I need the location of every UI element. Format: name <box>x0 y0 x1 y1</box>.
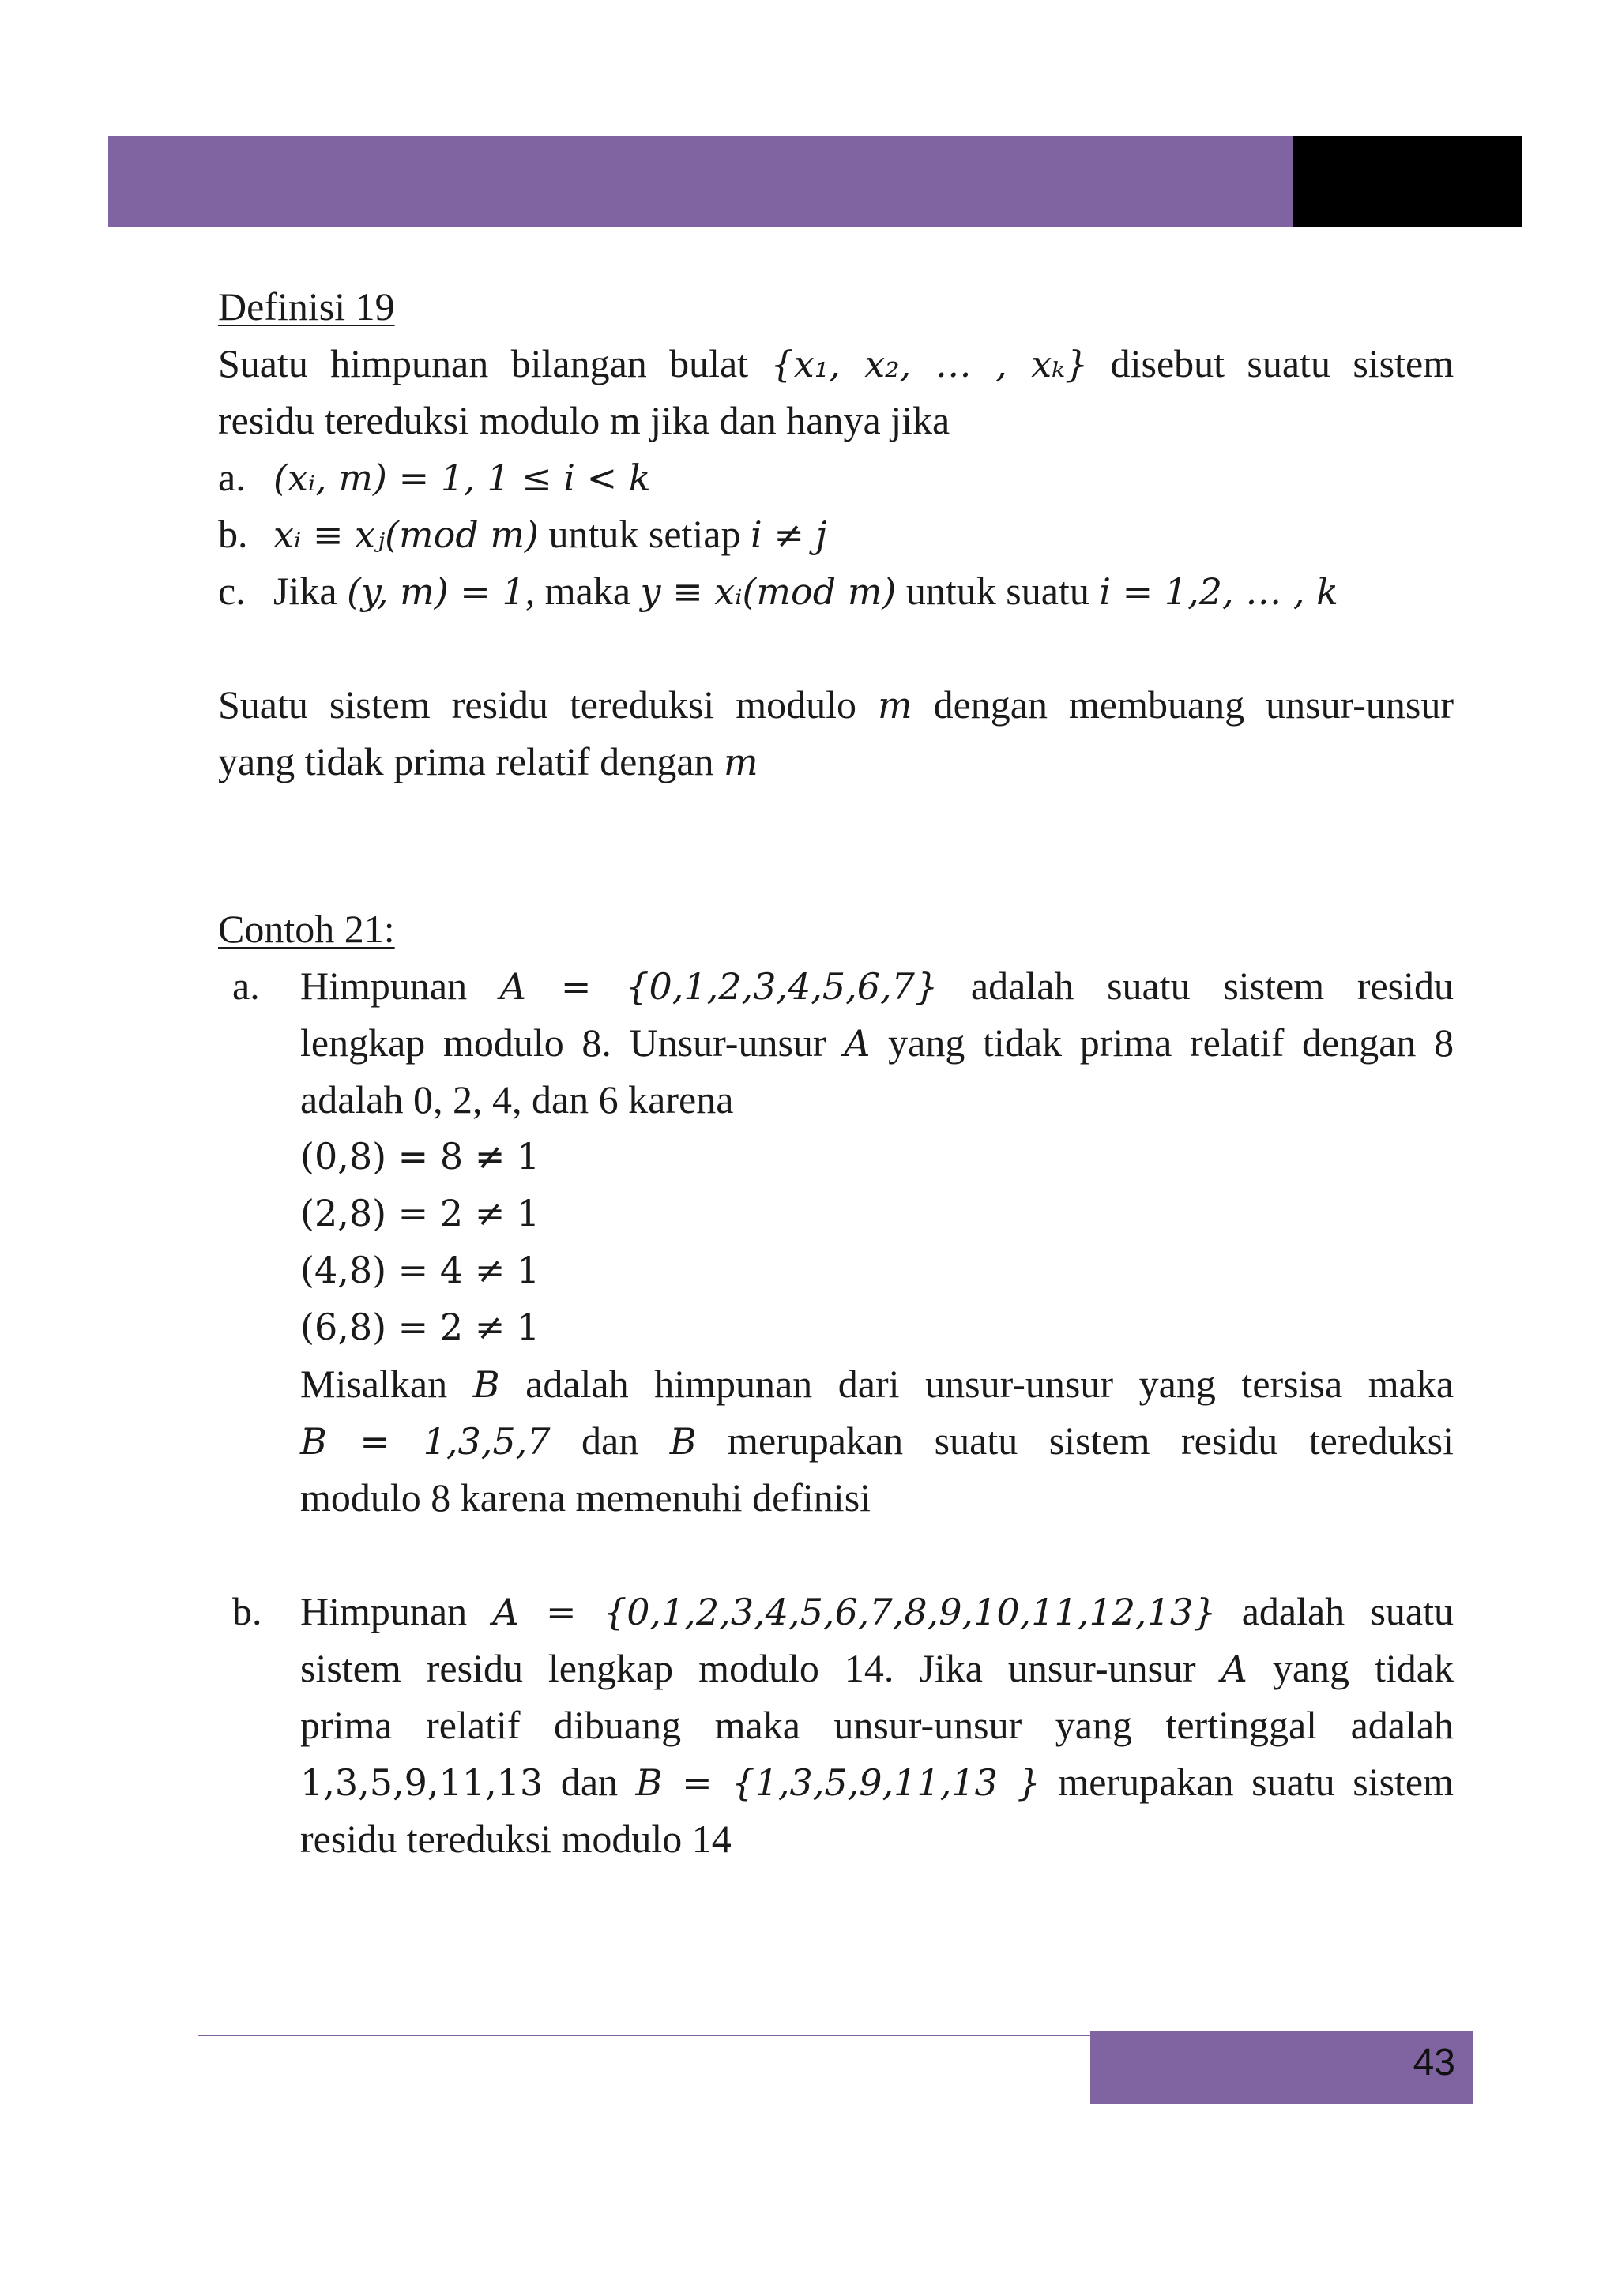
gcd-line: (6,8) = 2 ≠ 1 <box>300 1306 540 1348</box>
example-a: a. Himpunan A = {0,1,2,3,4,5,6,7} adalah suatu sistem residu lengkap modulo 8. Unsur-unsur A yang tidak prima relatif dengan 8 adalah 0, 2, 4, dan 6 karena (0,8) = 8 ≠ 1 (2,8) = 2 ≠ 1 (4,8) = 4 ≠ 1 (6,8) = 2 ≠ 1 Misalkan B adalah himpunan dari unsur-unsur yang tersisa maka B = 1,3,5,7 dan B merupakan suatu sistem residu tereduksi modulo 8 karena memenuhi definisi <box>218 957 1454 1526</box>
definition-conditions <box>218 449 1338 619</box>
set-x-math: {x₁, x₂, … , xₖ} <box>770 343 1089 385</box>
definition-note: Suatu sistem residu tereduksi modulo m dengan membuang unsur-unsur yang tidak prima relatif dengan m <box>218 682 1454 783</box>
page-number: 43 <box>1413 2042 1455 2084</box>
condition-a: a. (xᵢ, m) = 1, 1 ≤ i < k <box>218 455 651 499</box>
definition-title: Definisi 19 <box>218 284 395 329</box>
definition-intro-line1: Suatu himpunan bilangan bulat {x₁, x₂, … , xₖ} disebut suatu sistem <box>218 341 1454 385</box>
footer-page-box <box>1090 2031 1473 2104</box>
example-title: Contoh 21: <box>218 907 395 951</box>
gcd-line: (0,8) = 8 ≠ 1 <box>300 1135 540 1178</box>
header-black-block <box>1293 136 1522 227</box>
example-a-marker: a. <box>232 964 260 1008</box>
set-a-math: A = {0,1,2,3,4,5,6,7} <box>499 965 939 1008</box>
example-section <box>218 900 1454 957</box>
gcd-line: (2,8) = 2 ≠ 1 <box>300 1192 540 1234</box>
condition-c: c. Jika (y, m) = 1, maka y ≡ xᵢ(mod m) untuk suatu i = 1,2, … , k <box>218 569 1338 613</box>
example-b-marker: b. <box>232 1589 262 1633</box>
set-a14-math: A = {0,1,2,3,4,5,6,7,8,9,10,11,12,13} <box>492 1591 1217 1633</box>
example-b: b. Himpunan A = {0,1,2,3,4,5,6,7,8,9,10,11,12,13} adalah suatu sistem residu lengkap modulo 14. Jika unsur-unsur A yang tidak prima relatif dibuang maka unsur-unsur yang tertinggal adalah 1,3,5,9,11,13 dan B = {1,3,5,9,11,13 } merupakan suatu sistem residu tereduksi modulo 14 <box>218 1583 1454 1867</box>
footer-rule <box>198 2035 1090 2036</box>
header-bar <box>108 136 1293 227</box>
definition-intro-line2: residu tereduksi modulo m jika dan hanya jika <box>218 398 950 442</box>
gcd-line: (4,8) = 4 ≠ 1 <box>300 1249 540 1291</box>
definition-section <box>218 278 1454 449</box>
condition-b: b. xᵢ ≡ xⱼ(mod m) untuk setiap i ≠ j <box>218 512 827 556</box>
